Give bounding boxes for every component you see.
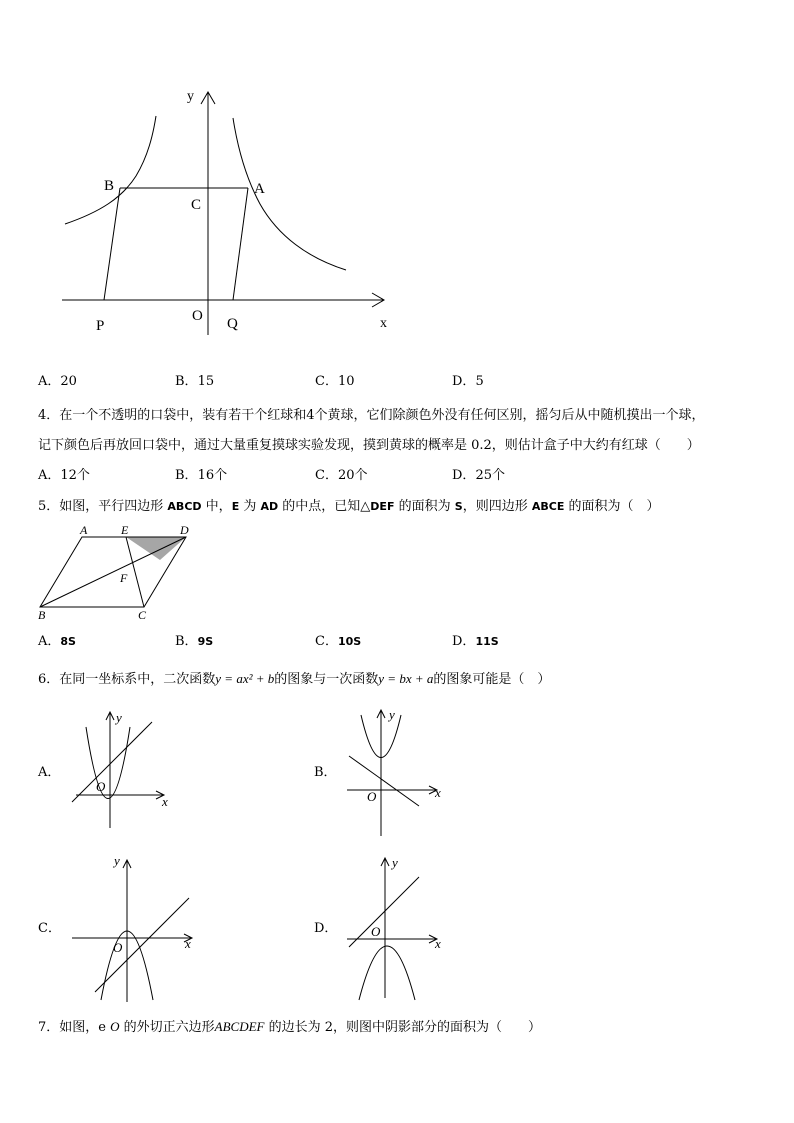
q6-option-a-letter: A． bbox=[38, 765, 61, 780]
svg-text:O: O bbox=[367, 789, 377, 804]
label-f: F bbox=[120, 571, 128, 585]
q5-option-b: B．9S bbox=[175, 634, 214, 649]
q5-option-a: A．8S bbox=[38, 634, 76, 649]
segment-ec bbox=[126, 537, 144, 607]
label-x: x bbox=[380, 316, 387, 331]
svg-text:y: y bbox=[116, 710, 122, 725]
svg-text:O: O bbox=[371, 924, 381, 939]
label-d: D bbox=[180, 523, 189, 537]
q3-figure bbox=[0, 0, 794, 360]
svg-text:x: x bbox=[435, 785, 441, 800]
parabola bbox=[86, 727, 130, 799]
q6-text: 6．在同一坐标系中，二次函数y = ax² + b的图象与一次函数y = bx + a的图象可能是（ ） bbox=[38, 671, 551, 687]
shaded-triangle-def bbox=[126, 537, 186, 560]
q3-option-a: A．20 bbox=[38, 374, 77, 389]
q5-text: 5．如图，平行四边形 ABCD 中，E 为 AD 的中点，已知△DEF 的面积为 S，则四边形 ABCE 的面积为（ ） bbox=[38, 499, 660, 514]
q6-formula-linear: y = bx + a bbox=[378, 671, 434, 686]
circle-symbol: e bbox=[98, 1020, 106, 1035]
q3-option-c: C．10 bbox=[315, 374, 355, 389]
q6-option-a-graph bbox=[60, 700, 180, 830]
q4-option-d: D．25个 bbox=[452, 468, 505, 483]
line bbox=[72, 722, 152, 802]
line bbox=[349, 877, 419, 947]
segment-aq bbox=[233, 188, 248, 300]
label-a: A bbox=[80, 523, 88, 537]
label-a: A bbox=[254, 181, 265, 197]
q6-option-c-graph bbox=[60, 852, 200, 1007]
label-p: P bbox=[96, 318, 105, 334]
svg-text:x: x bbox=[435, 936, 441, 951]
svg-text:O: O bbox=[96, 779, 106, 794]
label-b: B bbox=[38, 608, 46, 622]
segment-bd bbox=[40, 537, 186, 607]
q6-formula-quadratic: y = ax² + b bbox=[215, 671, 275, 686]
q4-option-a: A．12个 bbox=[38, 468, 90, 483]
label-q: Q bbox=[227, 316, 238, 332]
label-c: C bbox=[138, 608, 147, 622]
q5-option-d: D．11S bbox=[452, 634, 499, 649]
right-hyperbola bbox=[233, 118, 346, 270]
line bbox=[95, 898, 189, 992]
q6-option-c-letter: C． bbox=[38, 921, 61, 936]
svg-text:y: y bbox=[392, 855, 398, 870]
parabola bbox=[359, 946, 415, 1000]
label-c: C bbox=[191, 197, 202, 213]
q6-option-d-graph bbox=[335, 852, 455, 1002]
label-o: O bbox=[192, 308, 203, 324]
label-e: E bbox=[121, 523, 129, 537]
svg-text:x: x bbox=[185, 936, 191, 951]
svg-text:x: x bbox=[162, 794, 168, 809]
q4-option-c: C．20个 bbox=[315, 468, 368, 483]
label-y: y bbox=[187, 89, 194, 104]
q7-text: 7．如图，e O 的外切正六边形ABCDEF 的边长为 2，则图中阴影部分的面积为（ ） bbox=[38, 1019, 542, 1035]
q3-option-b: B．15 bbox=[175, 374, 215, 389]
line bbox=[349, 756, 419, 806]
q3-option-d: D．5 bbox=[452, 374, 484, 389]
svg-text:y: y bbox=[114, 853, 120, 868]
q5-option-c: C．10S bbox=[315, 634, 362, 649]
q5-figure bbox=[0, 525, 220, 625]
svg-text:y: y bbox=[389, 707, 395, 722]
q6-option-b-letter: B． bbox=[314, 765, 337, 780]
label-b: B bbox=[104, 178, 115, 194]
q4-text-line1: 4．在一个不透明的口袋中，装有若干个红球和4个黄球，它们除颜色外没有任何区别，摇匀后从中随机摸出一个球， bbox=[38, 408, 705, 423]
svg-text:O: O bbox=[113, 940, 123, 955]
q4-text-line2: 记下颜色后再放回口袋中，通过大量重复摸球实验发现，摸到黄球的概率是 0.2，则估计盒子中大约有红球（ ） bbox=[38, 438, 700, 453]
q6-option-d-letter: D． bbox=[314, 921, 338, 936]
q6-option-b-graph bbox=[335, 700, 455, 840]
q4-option-b: B．16个 bbox=[175, 468, 228, 483]
left-hyperbola bbox=[65, 116, 156, 224]
